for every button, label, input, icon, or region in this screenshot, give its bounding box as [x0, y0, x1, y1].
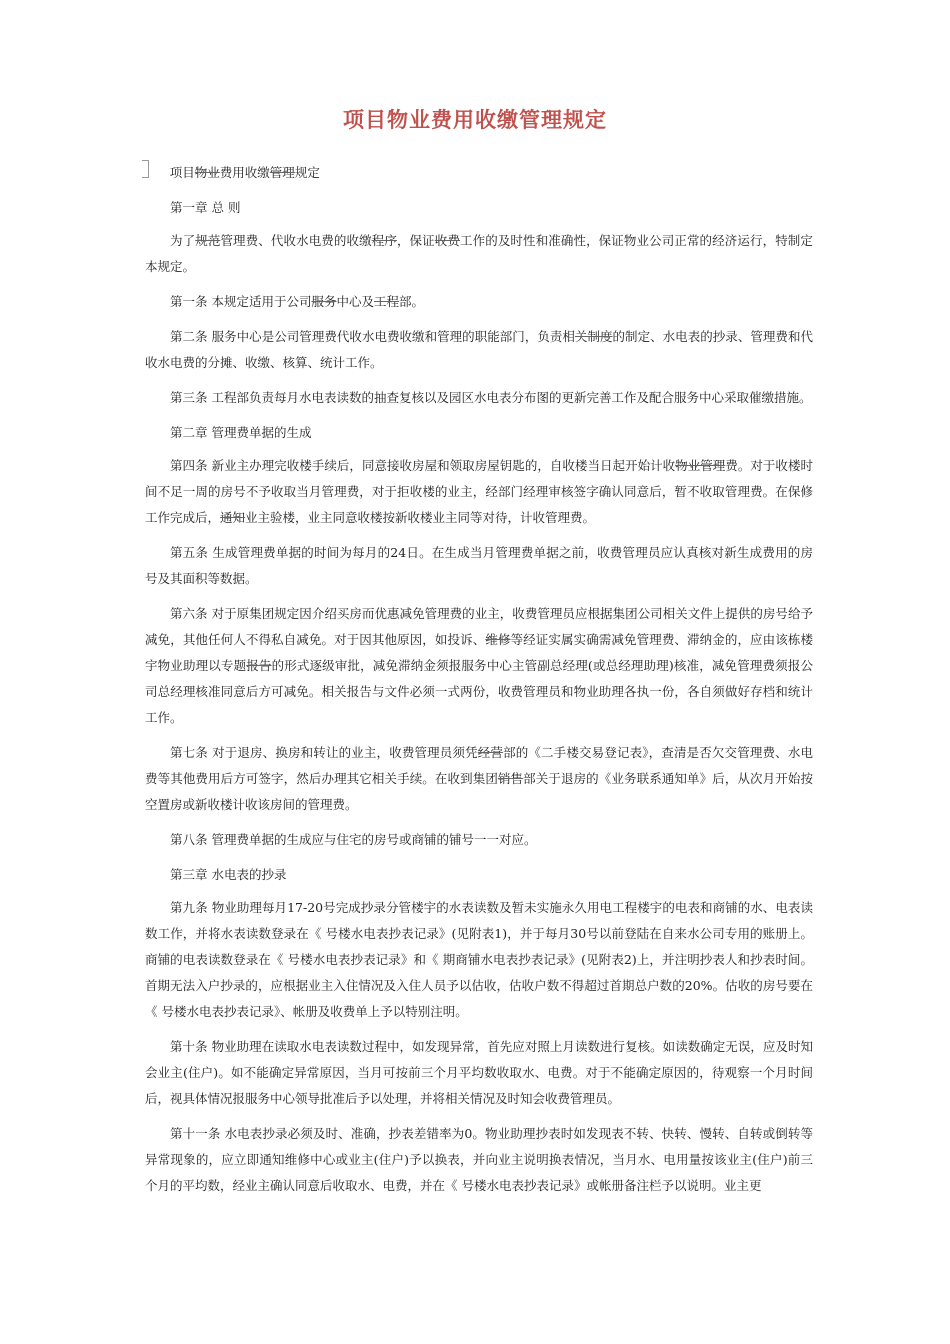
text-run: 的制定、水电表的抄录、管理费和代收水电费的分摊、收缴、核算、统计工作。 [145, 329, 813, 370]
text-run: 第八条 管理费单据的生成应与住宅的房号或商铺的铺号一一对应。 [170, 832, 537, 847]
text-run: 费用收缴 [219, 165, 270, 180]
text-run: 费。对于收楼时间不足一周的房号不予收取当月管理费，对于拒收楼的业主，经部门经理审核签字确认同意后，暂不收取管理费。在保修工作完成后， [145, 458, 813, 525]
article-paragraph [145, 160, 813, 186]
text-run: 等经证实属实确需减免管理费、滞纳金的，应由该栋楼宇物业助理以专题 [145, 632, 813, 673]
text-run: 第一章 总 则 [170, 200, 241, 215]
struck-text: 物业 [194, 165, 220, 180]
text-run: 部关于退房的《业务联系通知单》后，从次月开始按空置房或新收楼计收该房间的管理费。 [145, 771, 813, 812]
text-run: 工作的及时性和准确性，保证物业公司正常的经济运行，特制定本规定。 [145, 233, 813, 274]
article-paragraph [145, 540, 813, 592]
text-run: 业主验楼，业主同意收楼按新收楼业主同等对待，计收管理费。 [245, 510, 596, 525]
article-paragraph [145, 385, 813, 411]
struck-text: 销售 [497, 771, 524, 786]
article-paragraph [145, 228, 813, 280]
chapter-heading [145, 195, 813, 221]
chapter-heading [145, 420, 813, 446]
struck-text: 物业管理 [675, 458, 726, 473]
article-paragraph [145, 1121, 813, 1199]
text-run: 第二章 管理费单据的生成 [170, 425, 312, 440]
text-run: 第三章 水电表的抄录 [170, 867, 287, 882]
struck-text: 关制度 [574, 329, 613, 344]
text-run: 管理费、代收水电费的收缴 [220, 233, 372, 248]
text-run: 第十一条 水电表抄录必须及时、准确，抄表差错率为0。物业助理抄表时如发现表不转、快转、慢转、自转或倒转等异常现象的，应立即通知维修中心或业主(住户)予以换表，并向业主说明换表情况，当月水、电用量按该业主(住户)前三个月的平均数，经业主确认同意后收取水、电费，并在《 号楼水电表抄表记录》或帐册备注栏予以说明。业主更 [145, 1126, 813, 1193]
text-run: 第九条 物业助理每月17-20号完成抄录分管楼宇的水表读数及暂未实施永久用电工程楼宇的电表和商铺的水、电表读数工作，并将水表读数登录在《 号楼水电表抄表记录》(见附表1)，并于每月30号以前登陆在自来水公司专用的账册上。商铺的电表读数登录在《 号楼水电表抄表记录》和《 期商铺水电表抄表记录》(见附表2)上，并注明抄表人和抄表时间。首期无法入户抄录的，应根据业主入住情况及入住人员予以估收，估收户数不得超过首期总户数的20%。估收的房号要在《 号楼水电表抄表记录》、帐册及收费单上予以特别注明。 [145, 900, 813, 1019]
text-run: 项目 [169, 165, 195, 180]
struck-text: 工程 [374, 294, 400, 309]
struck-text: 服务 [311, 294, 337, 309]
text-run: 第一条 本规定适用于公司 [170, 294, 312, 309]
article-paragraph [145, 453, 813, 531]
text-run: ，保证 [396, 233, 435, 248]
struck-text: 收费 [434, 233, 460, 248]
article-paragraph [145, 289, 813, 315]
article-paragraph [145, 1034, 813, 1112]
text-run: 的形式逐级审批，减免滞纳金须报服务中心主管副总经理(或总经理助理)核准，减免管理费须报公司总经理核准同意后方可减免。相关报告与文件必须一式两份，收费管理员和物业助理各执一份，各自须做好存档和统计工作。 [145, 658, 813, 725]
text-run: 第三条 工程部负责每月水电表读数的抽查复核以及园区水电表分布图的更新完善工作及配合服务中心采取催缴措施。 [170, 390, 812, 405]
struck-text: 规范 [195, 233, 221, 248]
struck-text: 通知 [220, 510, 246, 525]
text-run: 中心及 [336, 294, 375, 309]
article-paragraph [145, 740, 813, 818]
text-run: 第二条 服务中心是公司管理费代收水电费收缴和管理的职能部门，负责相 [170, 329, 575, 344]
text-run: 部的《二手楼交易登记表》，查清是否欠交管理费、水电费等其他费用后方可签字，然后办理其它相关手续。在收到集团 [145, 745, 813, 786]
article-paragraph [145, 601, 813, 731]
article-paragraph [145, 827, 813, 853]
text-run: 第五条 生成管理费单据的时间为每月的24日。在生成当月管理费单据之前，收费管理员应认真核对新生成费用的房号及其面积等数据。 [145, 545, 813, 586]
article-paragraph [145, 895, 813, 1025]
text-run: 第四条 新业主办理完收楼手续后，同意接收房屋和领取房屋钥匙的，自收楼当日起开始计收 [170, 458, 676, 473]
article-paragraph [145, 324, 813, 376]
document-title: 项目物业费用收缴管理规定 [343, 108, 607, 132]
text-run: 部。 [399, 294, 425, 309]
chapter-heading [145, 862, 813, 888]
struck-text: 维修 [485, 632, 511, 647]
text-run: 为了 [170, 233, 196, 248]
text-run: 第六条 对于原集团规定因介绍买房而优惠减免管理费的业主，收费管理员应根据集团公司相关文件上提供的房号给予减免，其他任何人不得私自减免。对于因其他原因，如投诉、 [145, 606, 813, 647]
text-run: 第七条 对于退房、换房和转让的业主，收费管理员须凭 [170, 745, 478, 760]
struck-text: 管理 [269, 165, 295, 180]
struck-text: 经营 [477, 745, 504, 760]
text-run: 第十条 物业助理在读取水电表读数过程中，如发现异常，首先应对照上月读数进行复核。如读数确定无误，应及时知会业主(住户)。如不能确定异常原因，当月可按前三个月平均数收取水、电费。对于不能确定原因的，待观察一个月时间后，视具体情况报服务中心领导批准后予以处理，并将相关情况及时知会收费管理员。 [145, 1039, 813, 1106]
struck-text: 报告 [246, 658, 272, 673]
document-body [145, 160, 813, 1208]
struck-text: 程序 [371, 233, 397, 248]
text-run: 规定 [294, 165, 320, 180]
